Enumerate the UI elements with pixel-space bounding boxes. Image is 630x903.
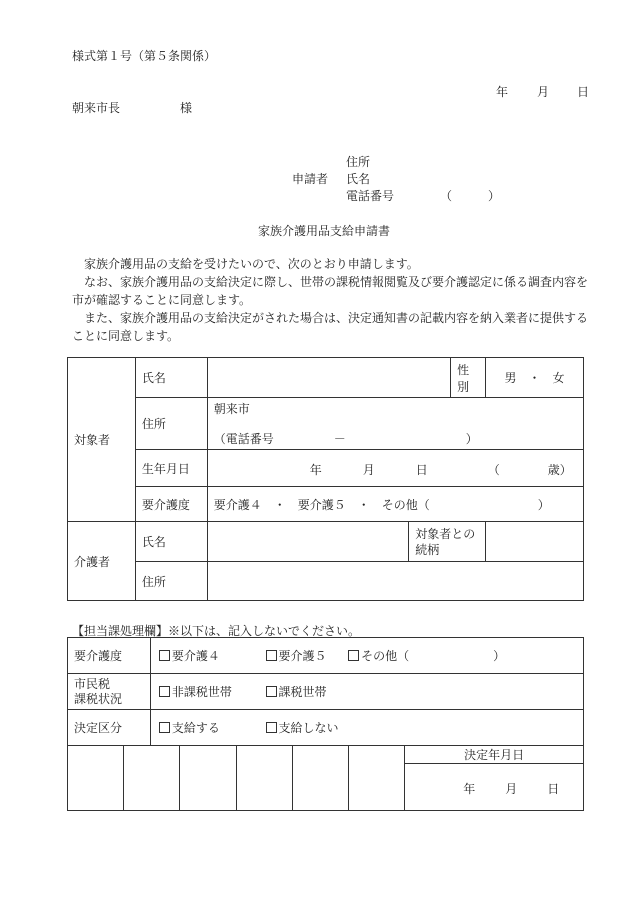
stamp-box-5[interactable] <box>292 746 349 811</box>
tax-opt1-checkbox[interactable]: 非課税世帯 <box>159 685 232 699</box>
subject-address-prefix: 朝来市 <box>213 402 250 416</box>
caregiver-relation-field[interactable] <box>486 522 584 562</box>
office-decision-label: 決定区分 <box>68 710 151 746</box>
tax-label-line2: 課税状況 <box>74 691 123 706</box>
stamp-box-2[interactable] <box>123 746 179 811</box>
body-paragraph-2: なお、家族介護用品の支給決定に際し、世帯の課税情報閲覧及び要介護認定に係る調査内容を市が確認することに同意します。 <box>72 275 589 307</box>
caregiver-section-label: 介護者 <box>68 522 136 601</box>
application-table <box>67 357 584 601</box>
subject-phone-line: （電話番号 － ） <box>213 432 478 446</box>
office-decision-options <box>150 710 583 746</box>
subject-name-field[interactable] <box>207 358 450 398</box>
care-opt3-checkbox[interactable]: その他（ ） <box>348 649 505 663</box>
subject-gender-options[interactable]: 男 ・ 女 <box>486 358 584 398</box>
birth-year-label: 年 <box>309 463 322 477</box>
approval-table <box>67 745 584 811</box>
applicant-phone-parens: （ ） <box>440 189 501 203</box>
care-opt2-checkbox[interactable]: 要介護５ <box>266 649 327 663</box>
applicant-role-label: 申請者 <box>292 172 329 186</box>
date-month-label: 月 <box>537 85 550 99</box>
stamp-box-1[interactable] <box>68 746 124 811</box>
subject-age: （ 歳） <box>487 463 572 477</box>
subject-name-label: 氏名 <box>135 358 207 398</box>
decision-opt2-checkbox[interactable]: 支給しない <box>266 721 339 735</box>
tax-label-line1: 市民税 <box>74 676 111 691</box>
stamp-box-3[interactable] <box>179 746 236 811</box>
addressee: 朝来市長 <box>72 101 121 115</box>
decision-day-label: 日 <box>547 782 560 796</box>
stamp-box-4[interactable] <box>236 746 292 811</box>
subject-section-label: 対象者 <box>68 358 136 522</box>
body-paragraph-1: 家族介護用品の支給を受けたいので、次のとおり申請します。 <box>84 257 419 271</box>
decision-opt1-checkbox[interactable]: 支給する <box>159 721 220 735</box>
birth-day-label: 日 <box>415 463 428 477</box>
birth-month-label: 月 <box>362 463 375 477</box>
office-care-label: 要介護度 <box>68 638 151 674</box>
caregiver-address-label: 住所 <box>135 562 207 601</box>
office-use-table <box>67 637 584 746</box>
decision-month-label: 月 <box>505 782 518 796</box>
tax-opt2-checkbox[interactable]: 課税世帯 <box>266 685 327 699</box>
relation-label-line1: 対象者との <box>415 526 476 541</box>
subject-birth-field[interactable] <box>207 450 583 487</box>
date-day-label: 日 <box>577 85 590 99</box>
caregiver-relation-label <box>409 522 486 562</box>
office-tax-label <box>68 674 151 710</box>
applicant-name-label: 氏名 <box>346 172 371 186</box>
subject-birth-label: 生年月日 <box>135 450 207 487</box>
office-tax-options <box>150 674 583 710</box>
stamp-box-6[interactable] <box>349 746 405 811</box>
caregiver-name-label: 氏名 <box>135 522 207 562</box>
addressee-honorific: 様 <box>180 101 193 115</box>
office-care-options <box>150 638 583 674</box>
office-use-heading: 【担当課処理欄】※以下は、記入しないでください。 <box>72 624 361 638</box>
caregiver-name-field[interactable] <box>207 522 409 562</box>
form-number: 様式第１号（第５条関係） <box>72 49 217 63</box>
document-title: 家族介護用品支給申請書 <box>258 224 391 238</box>
applicant-phone-label: 電話番号 <box>346 189 395 203</box>
caregiver-address-field[interactable] <box>207 562 583 601</box>
subject-gender-label: 性別 <box>451 358 486 398</box>
care-opt1-checkbox[interactable]: 要介護４ <box>159 649 220 663</box>
relation-label-line2: 続柄 <box>415 542 440 557</box>
decision-year-label: 年 <box>463 782 476 796</box>
subject-address-label: 住所 <box>135 398 207 450</box>
decision-date-field[interactable] <box>405 764 584 811</box>
subject-care-options[interactable]: 要介護４ ・ 要介護５ ・ その他（ ） <box>207 487 583 522</box>
decision-date-label: 決定年月日 <box>405 746 584 764</box>
applicant-address-label: 住所 <box>346 155 371 169</box>
subject-care-label: 要介護度 <box>135 487 207 522</box>
date-year-label: 年 <box>496 85 509 99</box>
body-paragraph-3: また、家族介護用品の支給決定がされた場合は、決定通知書の記載内容を納入業者に提供することに同意します。 <box>72 311 589 343</box>
subject-address-field[interactable] <box>207 398 583 450</box>
